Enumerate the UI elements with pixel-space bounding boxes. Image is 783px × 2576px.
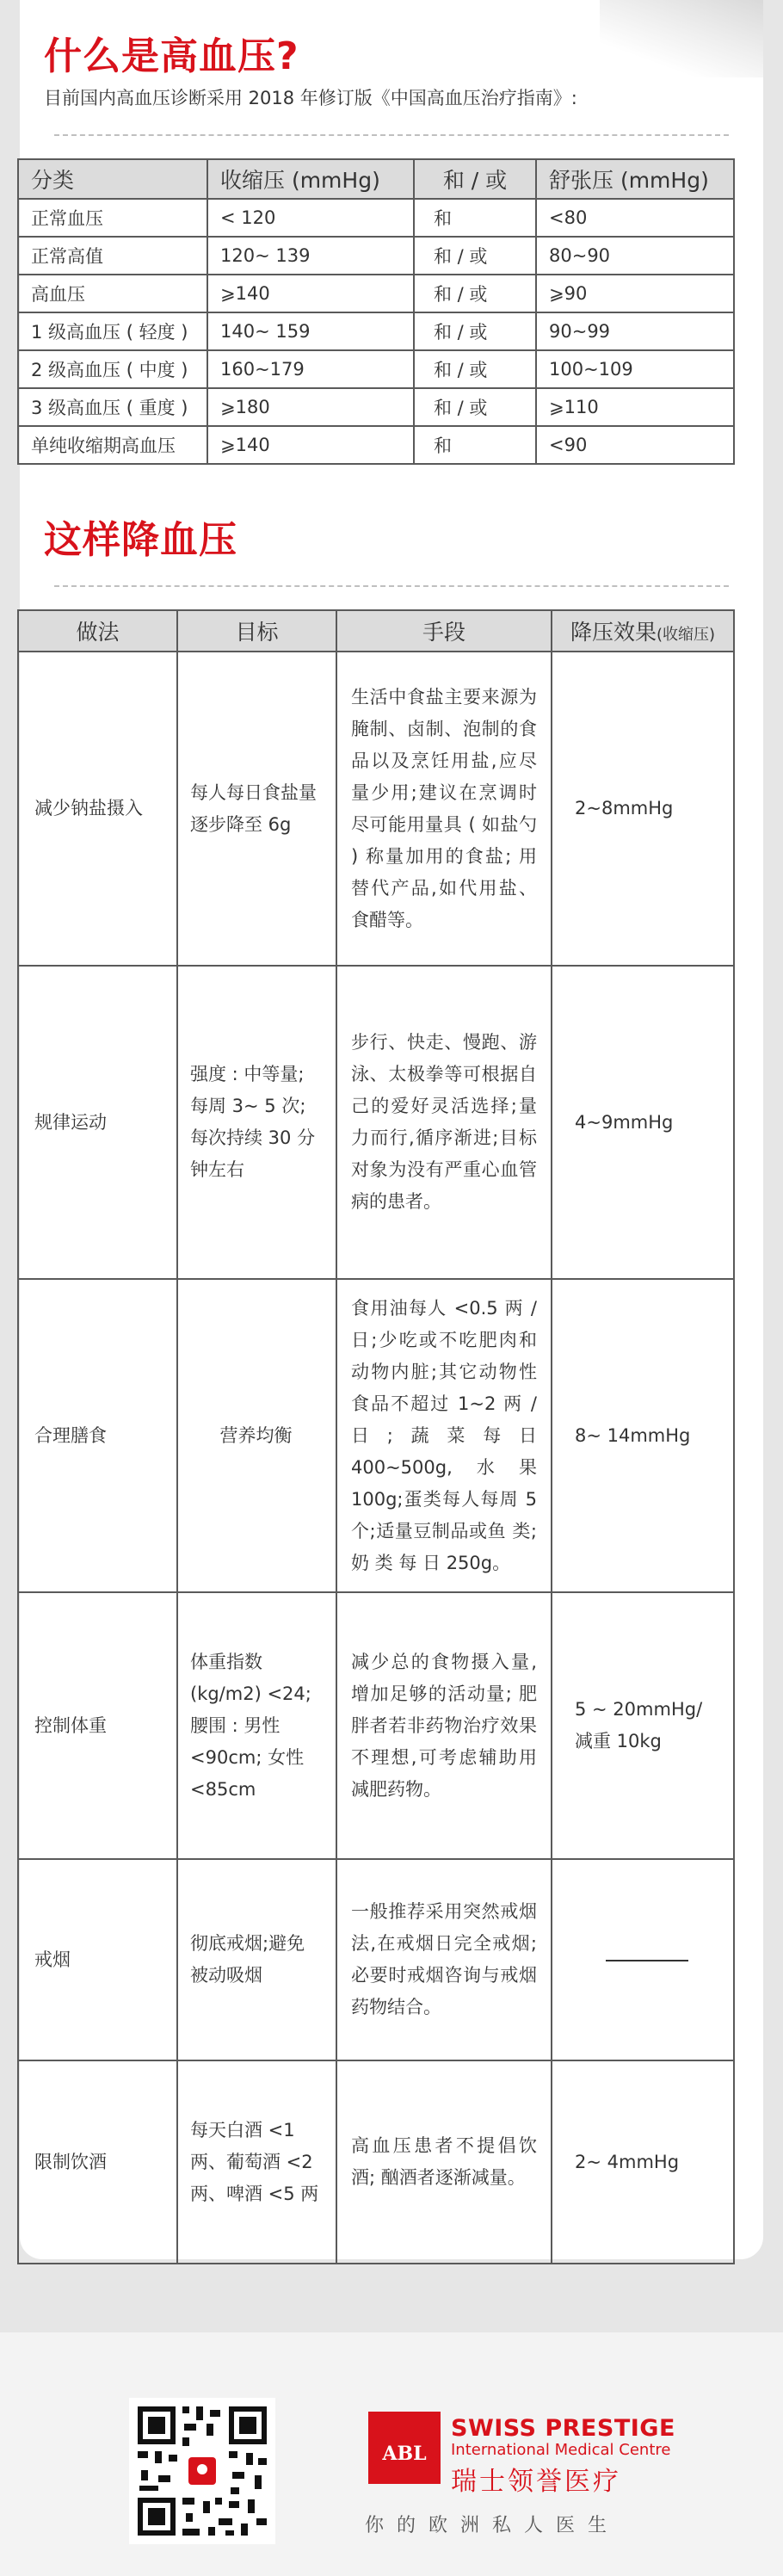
systolic-cell: 140~ 159 bbox=[207, 312, 414, 350]
divider-2 bbox=[54, 585, 729, 587]
header-goal: 目标 bbox=[177, 610, 336, 652]
header-effect-label: 降压效果 bbox=[570, 620, 657, 645]
table-row bbox=[18, 1859, 734, 2060]
table-row bbox=[18, 426, 734, 464]
section1-title: 什么是高血压? bbox=[44, 34, 299, 78]
effect-cell bbox=[552, 1859, 734, 2060]
brand-name-cn: 瑞士领誉医疗 bbox=[451, 2467, 621, 2497]
method-cell: 减少钠盐摄入 bbox=[18, 652, 177, 966]
effect-cell: 5 ~ 20mmHg/ 减重 10kg bbox=[552, 1592, 734, 1859]
section1-subtitle: 目前国内高血压诊断采用 2018 年修订版《中国高血压治疗指南》: bbox=[44, 88, 577, 108]
category-cell: 正常血压 bbox=[18, 199, 207, 237]
header-method: 做法 bbox=[18, 610, 177, 652]
table-row bbox=[18, 199, 734, 237]
and-or-cell: 和 / 或 bbox=[414, 237, 536, 275]
method-cell: 合理膳食 bbox=[18, 1279, 177, 1592]
header-effect-note: (收缩压) bbox=[656, 626, 716, 644]
header-category: 分类 bbox=[18, 159, 207, 199]
method-cell: 限制饮酒 bbox=[18, 2060, 177, 2264]
table-row bbox=[18, 652, 734, 966]
category-cell: 正常高值 bbox=[18, 237, 207, 275]
diastolic-cell: 100~109 bbox=[536, 350, 734, 388]
footer bbox=[0, 2332, 783, 2576]
header-means: 手段 bbox=[336, 610, 552, 652]
method-cell: 规律运动 bbox=[18, 966, 177, 1279]
table-row bbox=[18, 388, 734, 426]
systolic-cell: 120~ 139 bbox=[207, 237, 414, 275]
corner-decoration bbox=[600, 0, 763, 77]
category-cell: 高血压 bbox=[18, 275, 207, 312]
diastolic-cell: ⩾110 bbox=[536, 388, 734, 426]
and-or-cell: 和 bbox=[414, 426, 536, 464]
goal-cell: 体重指数 (kg/m2) <24; 腰围 : 男性 <90cm; 女性 <85cm bbox=[177, 1592, 336, 1859]
effect-cell: 2~8mmHg bbox=[552, 652, 734, 966]
section2-title: 这样降血压 bbox=[44, 518, 237, 562]
abl-logo-icon bbox=[368, 2412, 441, 2484]
diastolic-cell: ⩾90 bbox=[536, 275, 734, 312]
diastolic-cell: 90~99 bbox=[536, 312, 734, 350]
systolic-cell: 160~179 bbox=[207, 350, 414, 388]
brand-subtitle-en: International Medical Centre bbox=[451, 2441, 671, 2459]
no-effect-dash bbox=[606, 1960, 688, 1961]
and-or-cell: 和 / 或 bbox=[414, 312, 536, 350]
table-row bbox=[18, 1592, 734, 1859]
and-or-cell: 和 bbox=[414, 199, 536, 237]
slogan: 你的欧洲私人医生 bbox=[365, 2515, 620, 2536]
method-cell: 控制体重 bbox=[18, 1592, 177, 1859]
qr-code-icon bbox=[129, 2398, 275, 2544]
table-header-row bbox=[18, 159, 734, 199]
means-cell: 高血压患者不提倡饮酒; 酗酒者逐渐减量。 bbox=[336, 2060, 552, 2264]
category-cell: 2 级高血压 ( 中度 ) bbox=[18, 350, 207, 388]
method-cell: 戒烟 bbox=[18, 1859, 177, 2060]
category-cell: 1 级高血压 ( 轻度 ) bbox=[18, 312, 207, 350]
category-cell: 单纯收缩期高血压 bbox=[18, 426, 207, 464]
table-row bbox=[18, 1279, 734, 1592]
and-or-cell: 和 / 或 bbox=[414, 350, 536, 388]
bp-lowering-table bbox=[17, 609, 735, 2264]
systolic-cell: ⩾140 bbox=[207, 426, 414, 464]
table-row bbox=[18, 966, 734, 1279]
table-row bbox=[18, 312, 734, 350]
effect-cell: 2~ 4mmHg bbox=[552, 2060, 734, 2264]
table-row bbox=[18, 350, 734, 388]
effect-cell: 8~ 14mmHg bbox=[552, 1279, 734, 1592]
table-row bbox=[18, 237, 734, 275]
goal-cell: 强度 : 中等量;每周 3~ 5 次;每次持续 30 分钟左右 bbox=[177, 966, 336, 1279]
category-cell: 3 级高血压 ( 重度 ) bbox=[18, 388, 207, 426]
header-systolic: 收缩压 (mmHg) bbox=[207, 159, 414, 199]
table-row bbox=[18, 2060, 734, 2264]
means-cell: 减少总的食物摄入量, 增加足够的活动量; 肥胖者若非药物治疗效果不理想,可考虑辅助用减肥药物。 bbox=[336, 1592, 552, 1859]
goal-cell: 营养均衡 bbox=[177, 1279, 336, 1592]
bp-classification-table bbox=[17, 158, 735, 465]
systolic-cell: ⩾180 bbox=[207, 388, 414, 426]
table-header-row bbox=[18, 610, 734, 652]
goal-cell: 彻底戒烟;避免被动吸烟 bbox=[177, 1859, 336, 2060]
header-effect bbox=[552, 610, 734, 652]
means-cell: 步行、快走、慢跑、游泳、太极拳等可根据自己的爱好灵活选择;量力而行,循序渐进;目标对象为没有严重心血管病的患者。 bbox=[336, 966, 552, 1279]
diastolic-cell: <90 bbox=[536, 426, 734, 464]
table-row bbox=[18, 275, 734, 312]
means-cell: 食用油每人 <0.5 两 / 日;少吃或不吃肥肉和动物内脏;其它动物性食品不超过 1~2 两 / 日;蔬菜每日 400~500g,水果 100g;蛋类每人每周 5 个;适量豆制品或鱼 类;奶 类 每 日 250g。 bbox=[336, 1279, 552, 1592]
means-cell: 一般推荐采用突然戒烟法,在戒烟日完全戒烟; 必要时戒烟咨询与戒烟药物结合。 bbox=[336, 1859, 552, 2060]
logo-text: ABL bbox=[382, 2443, 427, 2465]
and-or-cell: 和 / 或 bbox=[414, 275, 536, 312]
goal-cell: 每天白酒 <1 两、葡萄酒 <2 两、啤酒 <5 两 bbox=[177, 2060, 336, 2264]
diastolic-cell: <80 bbox=[536, 199, 734, 237]
goal-cell: 每人每日食盐量逐步降至 6g bbox=[177, 652, 336, 966]
and-or-cell: 和 / 或 bbox=[414, 388, 536, 426]
header-diastolic: 舒张压 (mmHg) bbox=[536, 159, 734, 199]
systolic-cell: < 120 bbox=[207, 199, 414, 237]
systolic-cell: ⩾140 bbox=[207, 275, 414, 312]
diastolic-cell: 80~90 bbox=[536, 237, 734, 275]
divider-1 bbox=[54, 134, 729, 136]
means-cell: 生活中食盐主要来源为腌制、卤制、泡制的食品以及烹饪用盐,应尽量少用;建议在烹调时尽可能用量具 ( 如盐勺 ) 称量加用的食盐; 用替代产品,如代用盐、食醋等。 bbox=[336, 652, 552, 966]
effect-cell: 4~9mmHg bbox=[552, 966, 734, 1279]
brand-name-en: SWISS PRESTIGE bbox=[451, 2415, 675, 2442]
header-and-or: 和 / 或 bbox=[414, 159, 536, 199]
